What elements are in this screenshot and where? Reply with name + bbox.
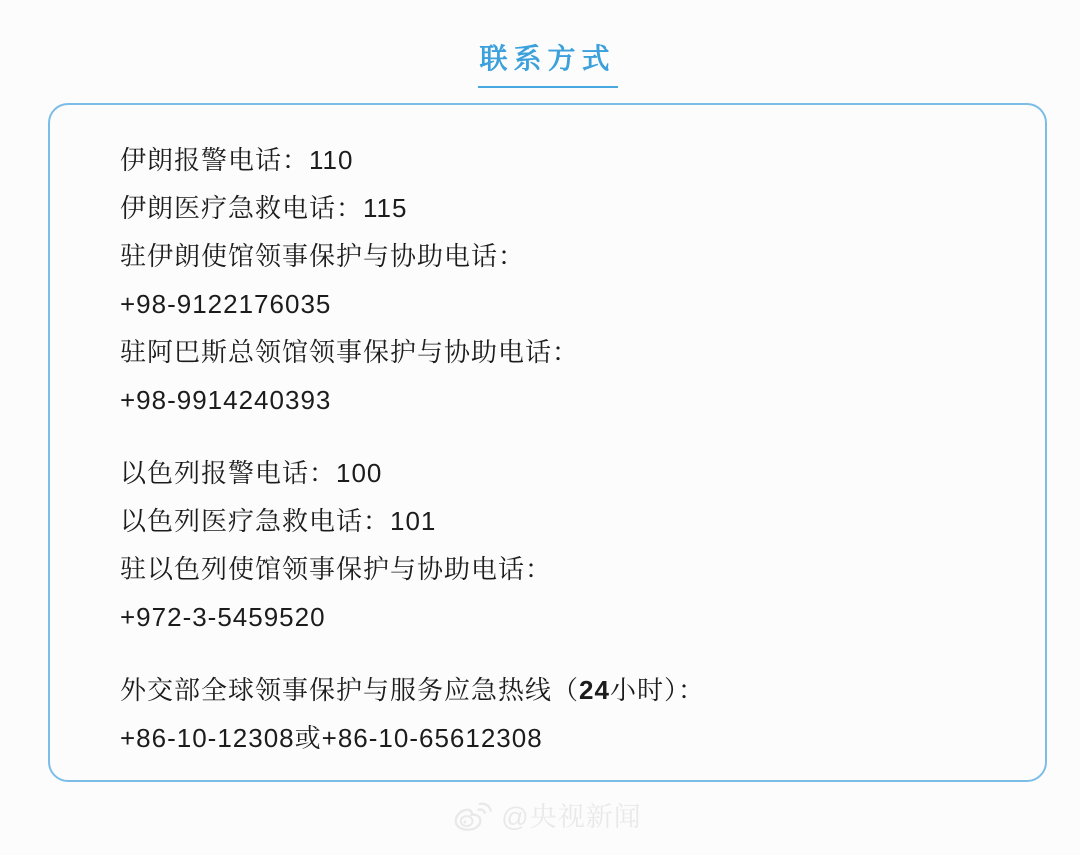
iran-police-line: 伊朗报警电话：110 <box>120 145 354 175</box>
mfa-hotline-number-line: +86-10-12308或+86-10-65612308 <box>120 723 543 753</box>
mfa-hotline-label-prefix: 外交部全球领事保护与服务应急热线（ <box>120 675 580 705</box>
mfa-hotline-24h-bold: 24 <box>579 675 610 705</box>
israel-medical-line: 以色列医疗急救电话：101 <box>120 506 437 536</box>
watermark <box>48 796 1047 838</box>
israel-police-line: 以色列报警电话：100 <box>120 458 383 488</box>
weibo-icon <box>453 801 493 833</box>
mfa-hotline-group <box>120 666 1005 762</box>
iran-embassy-label-line: 驻伊朗使馆领事保护与协助电话： <box>120 241 526 271</box>
mfa-hotline-label-suffix: 小时）： <box>609 675 705 705</box>
israel-contact-group <box>120 449 1005 641</box>
mfa-hotline-label-line <box>120 666 1005 714</box>
iran-embassy-number-line: +98-9122176035 <box>120 289 332 319</box>
page-title: 联系方式 <box>479 43 616 74</box>
iran-medical-line: 伊朗医疗急救电话：115 <box>120 193 408 223</box>
abbas-consulate-label-line: 驻阿巴斯总领馆领事保护与协助电话： <box>120 337 580 367</box>
israel-embassy-label-line: 驻以色列使馆领事保护与协助电话： <box>120 554 553 584</box>
israel-embassy-number-line: +972-3-5459520 <box>120 602 326 632</box>
iran-contact-group <box>120 136 1005 424</box>
title-underline <box>478 86 618 88</box>
watermark-text: @央视新闻 <box>501 802 642 832</box>
contact-card <box>48 103 1047 782</box>
title-section <box>48 0 1047 88</box>
abbas-consulate-number-line: +98-9914240393 <box>120 385 332 415</box>
page-content <box>48 0 1047 838</box>
